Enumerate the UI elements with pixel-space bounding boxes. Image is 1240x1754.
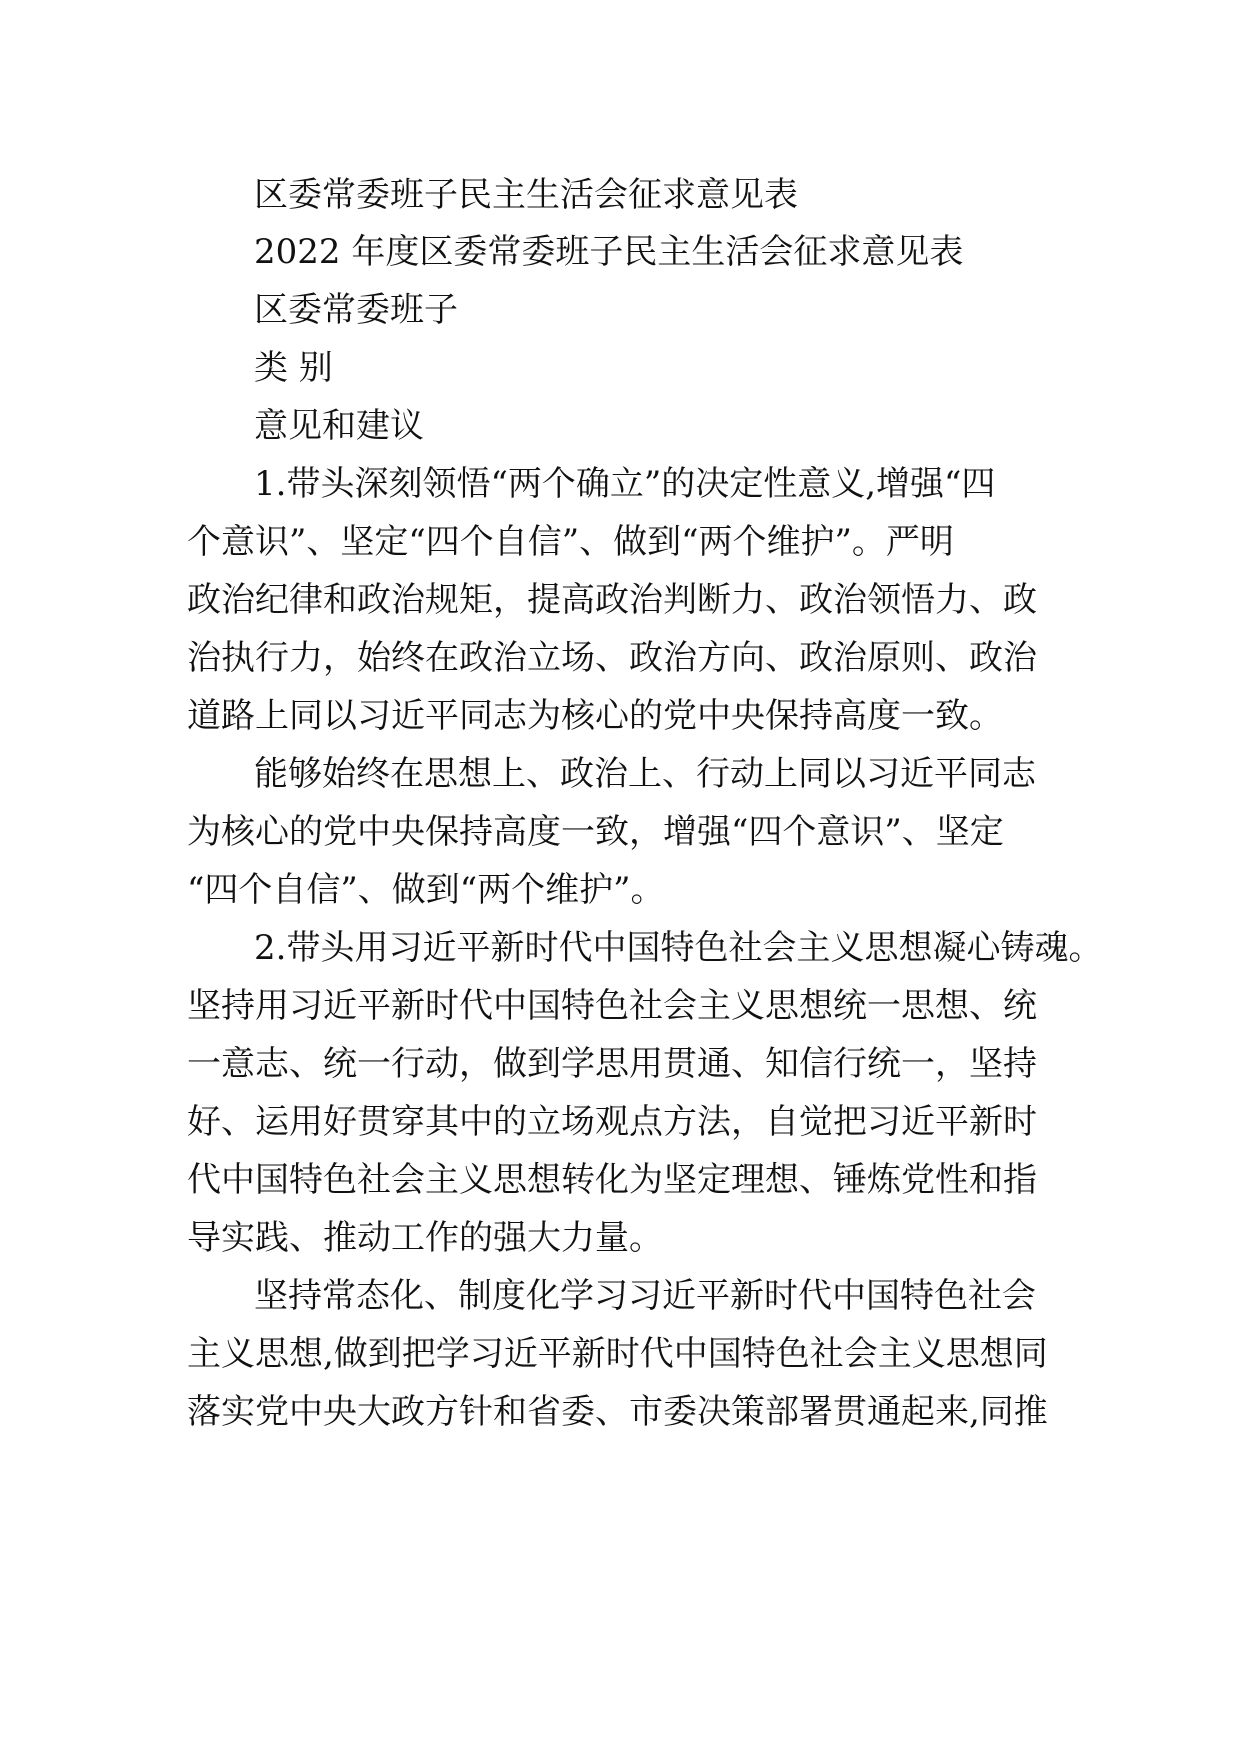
- paragraph-line: 个意识”、坚定“四个自信”、做到“两个维护”。严明: [187, 522, 954, 562]
- paragraph-line: 落实党中央大政方针和省委、市委决策部署贯通起来,同推: [187, 1392, 1048, 1432]
- paragraph-line: 一意志、统一行动，做到学思用贯通、知信行统一，坚持: [187, 1044, 1037, 1084]
- paragraph-line: 政治纪律和政治规矩，提高政治判断力、政治领悟力、政: [187, 580, 1037, 620]
- paragraph-line: 导实践、推动工作的强大力量。: [187, 1218, 663, 1258]
- document-subtitle: 2022 年度区委常委班子民主生活会征求意见表: [254, 232, 964, 272]
- paragraph-line: 代中国特色社会主义思想转化为坚定理想、锤炼党性和指: [187, 1160, 1037, 1200]
- category-label: 类 别: [254, 348, 333, 388]
- opinions-label: 意见和建议: [254, 406, 424, 446]
- paragraph-line: 主义思想,做到把学习近平新时代中国特色社会主义思想同: [187, 1334, 1048, 1374]
- paragraph-line: 坚持常态化、制度化学习习近平新时代中国特色社会: [254, 1276, 1036, 1316]
- paragraph-line: 2.带头用习近平新时代中国特色社会主义思想凝心铸魂。: [254, 928, 1103, 968]
- paragraph-line: 好、运用好贯穿其中的立场观点方法，自觉把习近平新时: [187, 1102, 1037, 1142]
- subject-label: 区委常委班子: [254, 290, 458, 330]
- paragraph-line: “四个自信”、做到“两个维护”。: [187, 870, 665, 910]
- paragraph-line: 能够始终在思想上、政治上、行动上同以习近平同志: [254, 754, 1036, 794]
- paragraph-line: 1.带头深刻领悟“两个确立”的决定性意义,增强“四: [254, 464, 996, 504]
- paragraph-line: 坚持用习近平新时代中国特色社会主义思想统一思想、统: [187, 986, 1037, 1026]
- document-title: 区委常委班子民主生活会征求意见表: [254, 175, 798, 215]
- paragraph-line: 为核心的党中央保持高度一致，增强“四个意识”、坚定: [187, 812, 1004, 852]
- paragraph-line: 治执行力，始终在政治立场、政治方向、政治原则、政治: [187, 638, 1037, 678]
- paragraph-line: 道路上同以习近平同志为核心的党中央保持高度一致。: [187, 696, 1003, 736]
